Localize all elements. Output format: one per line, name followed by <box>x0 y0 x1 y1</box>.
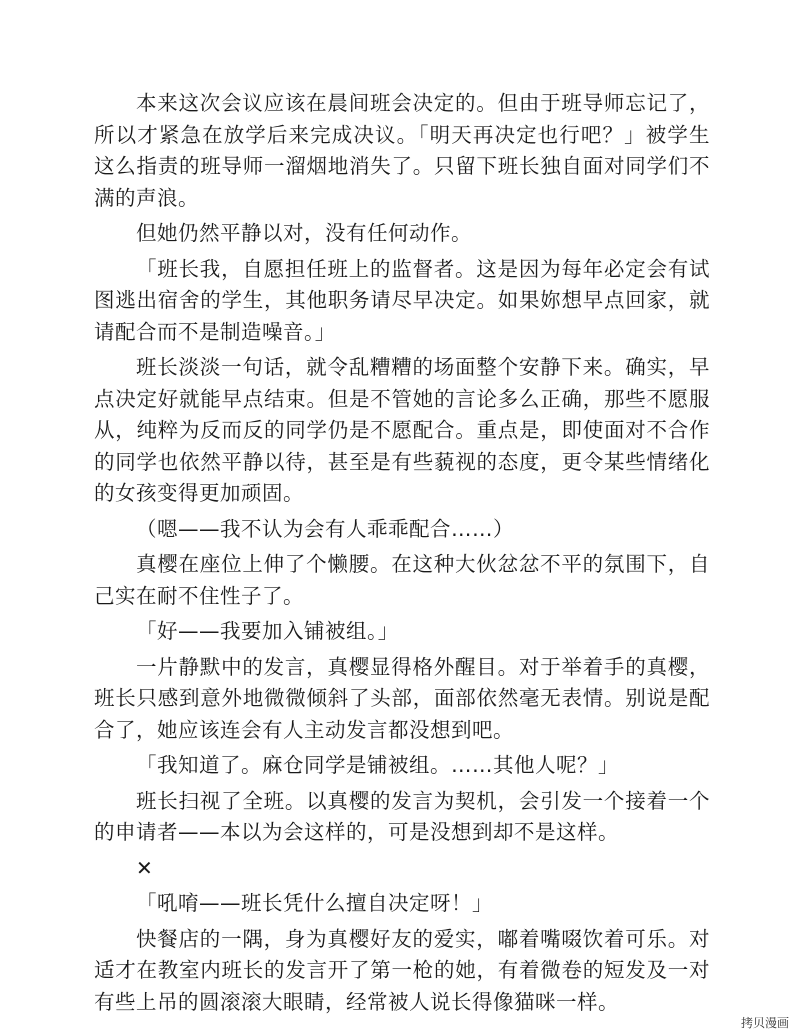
paragraph: 「班长我，自愿担任班上的监督者。这是因为每年必定会有试图逃出宿舍的学生，其他职务请尽早决定。如果妳想早点回家，就请配合而不是制造噪音。」 <box>94 256 710 344</box>
paragraph: 本来这次会议应该在晨间班会决定的。但由于班导师忘记了，所以才紧急在放学后来完成决议。「明天再决定也行吧？」被学生这么指责的班导师一溜烟地消失了。只留下班长独自面对同学们不满的声浪。 <box>94 91 710 210</box>
paragraph: 一片静默中的发言，真樱显得格外醒目。对于举着手的真樱，班长只感到意外地微微倾斜了头部，面部依然毫无表情。别说是配合了，她应该连会有人主动发言都没想到吧。 <box>94 654 710 742</box>
watermark-label: 拷贝漫画 <box>738 1014 792 1032</box>
section-separator: ✕ <box>136 855 153 880</box>
paragraph: 真樱在座位上伸了个懒腰。在这种大伙忿忿不平的氛围下，自己实在耐不住性子了。 <box>94 552 710 608</box>
paragraph: 班长淡淡一句话，就令乱糟糟的场面整个安静下来。确实，早点决定好就能早点结束。但是不管她的言论多么正确，那些不愿服从，纯粹为反而反的同学仍是不愿配合。重点是，即使面对不合作的同学也依然平静以待，甚至是有些藐视的态度，更令某些情绪化的女孩变得更加顽固。 <box>94 355 710 505</box>
paragraph: 「好——我要加入铺被组。」 <box>136 619 399 643</box>
paragraph: （嗯——我不认为会有人乖乖配合……） <box>136 516 514 541</box>
paragraph: 但她仍然平静以对，没有任何动作。 <box>136 221 472 245</box>
paragraph: 「我知道了。麻仓同学是铺被组。……其他人呢？」 <box>136 753 619 777</box>
paragraph: 班长扫视了全班。以真樱的发言为契机，会引发一个接着一个的申请者——本以为会这样的，可是没想到却不是这样。 <box>94 788 710 844</box>
text-page <box>94 88 710 1022</box>
paragraph: 快餐店的一隅，身为真樱好友的爱实，嘟着嘴啜饮着可乐。对适才在教室内班长的发言开了第一枪的她，有着微卷的短发及一对有些上吊的圆滚滚大眼睛，经常被人说长得像猫咪一样。 <box>94 926 710 1014</box>
paragraph: 「吼唷——班长凭什么擅自决定呀！」 <box>136 891 493 915</box>
